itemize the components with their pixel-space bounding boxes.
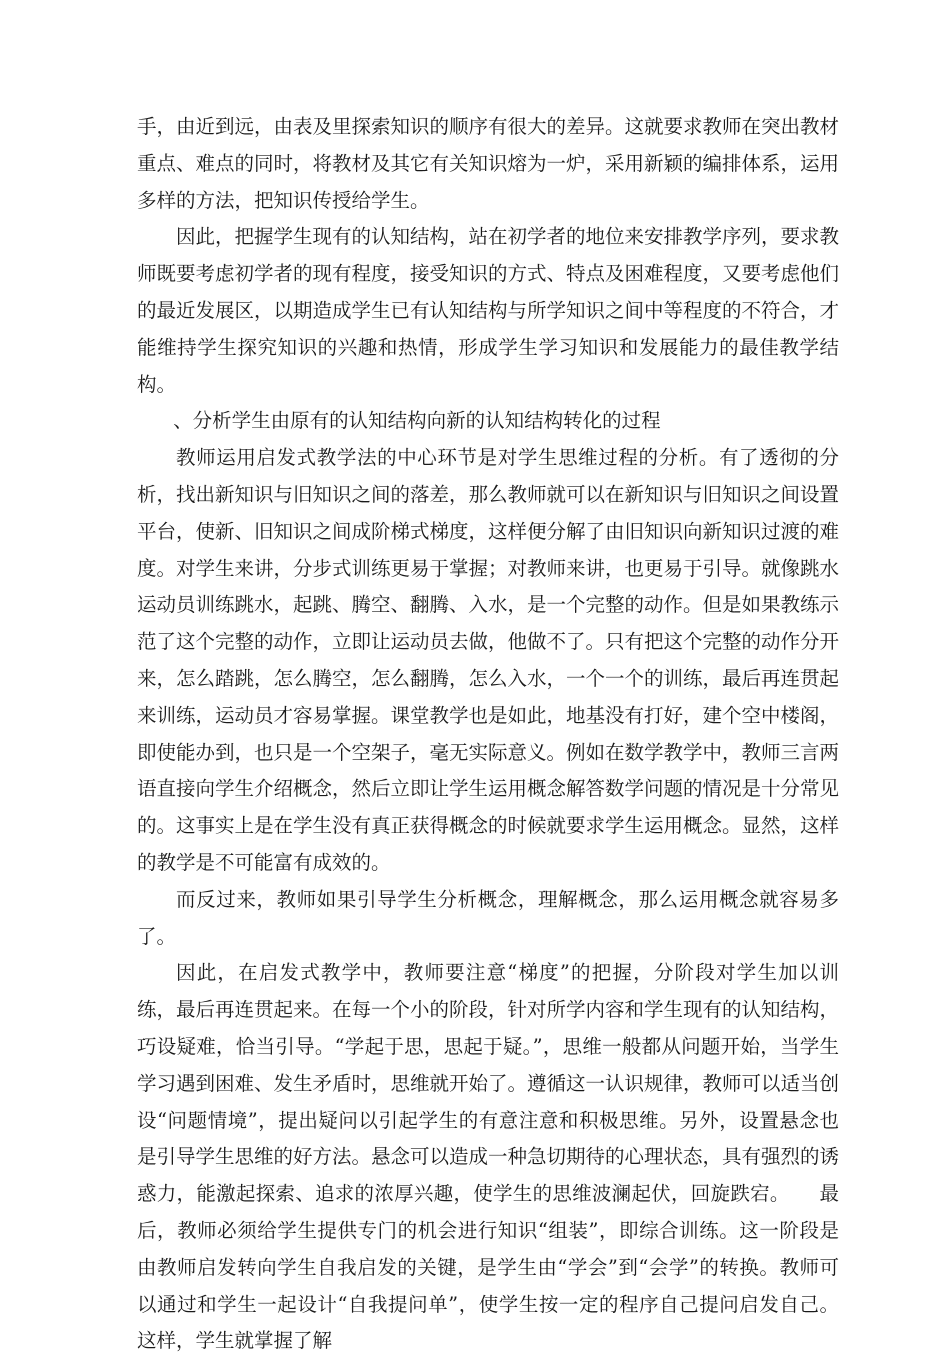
paragraph-cognitive-structure: 因此，把握学生现有的认知结构，站在初学者的地位来安排教学序列，要求教师既要考虑初学者的现有程度，接受知识的方式、特点及困难程度，又要考虑他们的最近发展区，以期造成学生已有认知结构与所学知识之间中等程度的不符合，才能维持学生探究知识的兴趣和热情，形成学生学习知识和发展能力的最佳教学结构。 (137, 225, 840, 396)
paragraph-gradient-training: 因此，在启发式教学中，教师要注意“梯度”的把握，分阶段对学生加以训练，最后再连贯起来。在每一个小的阶段，针对所学内容和学生现有的认知结构，巧设疑难，恰当引导。“学起于思，思起于疑。”，思维一般都从问题开始，当学生学习遇到困难、发生矛盾时，思维就开始了。遵循这一认识规律，教师可以适当创设“问题情境”，提出疑问以引起学生的有意注意和积极思维。另外，设置悬念也是引导学生思维的好方法。悬念可以造成一种急切期待的心理状态，具有强烈的诱惑力，能激起探索、追求的浓厚兴趣，使学生的思维波澜起伏，回旋跌宕。 最后，教师必须给学生提供专门的机会进行知识“组装”，即综合训练。这一阶段是由教师启发转向学生自我启发的关键，是学生由“学会”到“会学”的转换。教师可以通过和学生一起设计“自我提问单”，使学生按一定的程序自己提问启发自己。这样，学生就掌握了解 (137, 961, 840, 1353)
paragraph-continuation: 手，由近到远，由表及里探索知识的顺序有很大的差异。这就要求教师在突出教材重点、难点的同时，将教材及其它有关知识熔为一炉，采用新颖的编排体系，运用多样的方法，把知识传授给学生。 (137, 115, 840, 212)
paragraph-concept-guidance: 而反过来，教师如果引导学生分析概念，理解概念，那么运用概念就容易多了。 (137, 887, 839, 948)
paragraph-thinking-analysis: 教师运用启发式教学法的中心环节是对学生思维过程的分析。有了透彻的分析，找出新知识与旧知识之间的落差，那么教师就可以在新知识与旧知识之间设置平台，使新、旧知识之间成阶梯式梯度，这样便分解了由旧知识向新知识过渡的难度。对学生来讲，分步式训练更易于掌握；对教师来讲，也更易于引导。就像跳水运动员训练跳水，起跳、腾空、翻腾、入水，是一个完整的动作。但是如果教练示范了这个完整的动作，立即让运动员去做，他做不了。只有把这个完整的动作分开来，怎么踏跳，怎么腾空，怎么翻腾，怎么入水，一个一个的训练，最后再连贯起来训练，运动员才容易掌握。课堂教学也是如此，地基没有打好，建个空中楼阁，即使能办到，也只是一个空架子，毫无实际意义。例如在数学教学中，教师三言两语直接向学生介绍概念，然后立即让学生运用概念解答数学问题的情况是十分常见的。这事实上是在学生没有真正获得概念的时候就要求学生运用概念。显然，这样的教学是不可能富有成效的。 (137, 446, 840, 874)
body-text (137, 109, 839, 1360)
section-heading: 、分析学生由原有的认知结构向新的认知结构转化的过程 (173, 409, 661, 433)
